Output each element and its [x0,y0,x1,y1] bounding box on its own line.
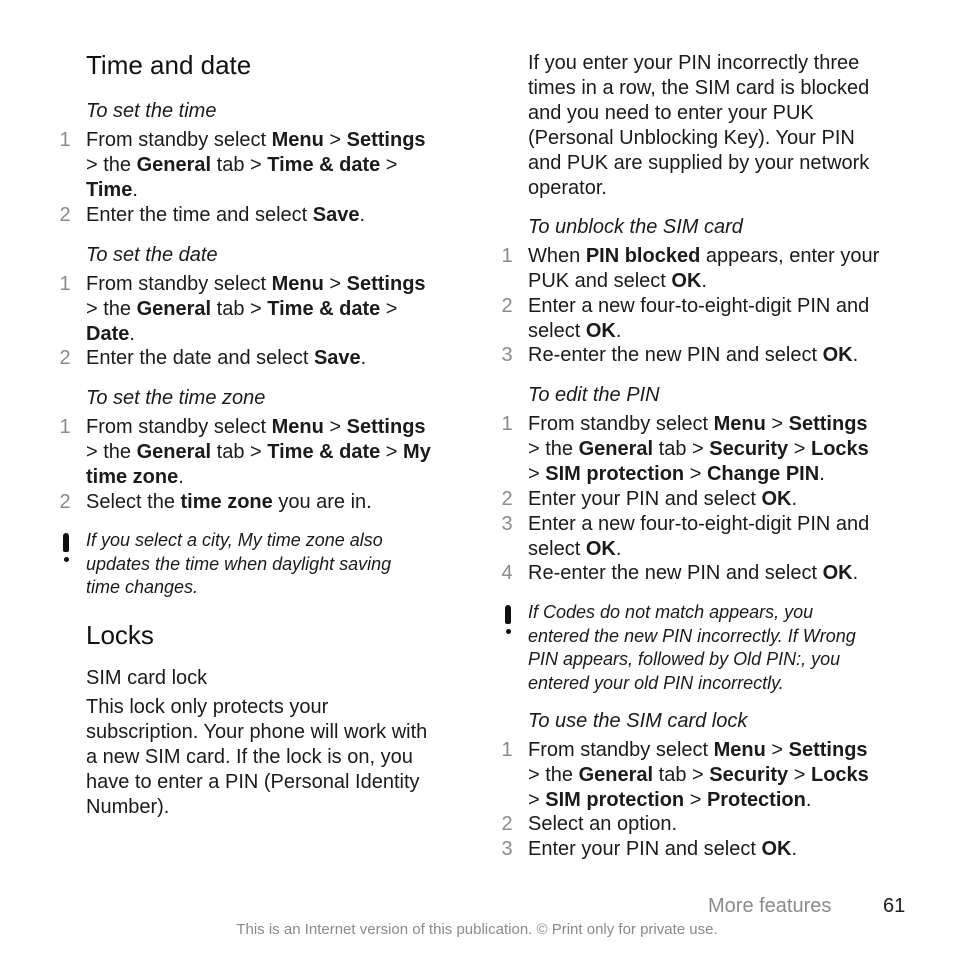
step-text [528,561,858,586]
note-line: entered your old PIN incorrectly. [528,672,784,693]
step-line: Time. [86,179,138,201]
step-text [528,812,677,837]
note-line: PIN appears, followed by Old PIN:, you [528,649,841,669]
note-text [528,601,856,695]
title-edit-pin: To edit the PIN [528,384,660,406]
title-set-time: To set the time [86,100,217,122]
step-number: 1 [501,245,513,267]
step-text [528,244,879,294]
footer-section-name: More features [708,895,832,917]
page-number: 61 [883,895,906,917]
note-line: If you select a city, My time zone also [86,530,383,550]
step-number: 1 [501,413,513,435]
step-line: Select an option. [528,813,677,835]
step-text [528,412,869,487]
step-line: > SIM protection > Protection. [528,789,812,811]
step-text [86,272,426,347]
heading-locks: Locks [86,620,154,650]
step-line: From standby select Menu > Settings [86,273,426,295]
title-use-sim-lock: To use the SIM card lock [528,710,748,732]
step-line: > the General tab > Time & date > [86,154,398,176]
step-line: > the General tab > Time & date > My [86,441,431,463]
step-line: select OK. [528,538,622,560]
step-text [528,294,869,344]
step-text [528,487,797,512]
step-number: 2 [501,488,513,510]
step-number: 1 [59,416,71,438]
step-number: 2 [59,347,71,369]
step-line: time zone. [86,466,184,488]
step-line: From standby select Menu > Settings [86,416,426,438]
step-number: 2 [501,295,513,317]
step-number: 3 [501,513,513,535]
step-text [528,512,869,562]
step-text [86,415,431,490]
note-line: entered the new PIN incorrectly. If Wrong [528,625,856,646]
step-line: Re-enter the new PIN and select OK. [528,344,859,366]
step-line: Date. [86,323,135,345]
step-number: 2 [59,204,71,226]
step-number: 2 [501,813,513,835]
note-line: updates the time when daylight saving [86,553,392,574]
title-set-date: To set the date [86,244,218,266]
step-line: From standby select Menu > Settings [86,129,426,151]
step-text [528,837,797,862]
step-line: Enter the time and select Save. [86,204,366,226]
step-line: Re-enter the new PIN and select OK. [528,562,859,584]
step-text [86,128,426,203]
warning-icon [62,533,70,567]
paragraph-puk: If you enter your PIN incorrectly three times in a row, the SIM card is blocked and you need to enter your PUK (Personal Unblocking Key). Your PIN and PUK are supplied by your network operator. [528,52,870,199]
step-text [528,738,869,813]
step-line: When PIN blocked appears, enter your [528,245,880,267]
step-number: 1 [59,273,71,295]
step-line: > the General tab > Time & date > [86,298,398,320]
step-line: > SIM protection > Change PIN. [528,463,825,485]
title-unblock-sim: To unblock the SIM card [528,216,743,238]
step-number: 1 [59,129,71,151]
step-line: > the General tab > Security > Locks [528,764,869,786]
step-line: From standby select Menu > Settings [528,739,868,761]
step-number: 3 [501,344,513,366]
heading-time-and-date: Time and date [86,50,252,80]
title-set-time-zone: To set the time zone [86,387,266,409]
paragraph-sim-lock-intro: This lock only protects your subscription. Your phone will work with a new SIM card. If the lock is on, you have to enter a PIN (Personal Identity Number). [86,696,428,818]
step-number: 3 [501,838,513,860]
step-line: PUK and select OK. [528,270,707,292]
note-line: time changes. [86,577,199,597]
step-line: Enter your PIN and select OK. [528,488,798,510]
step-text [86,490,372,515]
step-line: Enter a new four-to-eight-digit PIN and [528,295,870,317]
step-line: Select the time zone you are in. [86,491,372,513]
step-text [86,346,366,371]
step-text [86,203,365,228]
step-number: 2 [59,491,71,513]
step-number: 1 [501,739,513,761]
note-text [86,529,391,600]
step-line: Enter your PIN and select OK. [528,838,798,860]
subheading-sim-card-lock: SIM card lock [86,667,208,689]
step-line: From standby select Menu > Settings [528,413,868,435]
step-line: Enter a new four-to-eight-digit PIN and [528,513,870,535]
step-number: 4 [501,562,513,584]
copyright-notice: This is an Internet version of this publication. © Print only for private use. [236,921,718,938]
step-line: > the General tab > Security > Locks [528,438,869,460]
note-line: If Codes do not match appears, you [528,602,814,622]
warning-icon [504,605,512,639]
step-line: Enter the date and select Save. [86,347,367,369]
step-line: select OK. [528,320,622,342]
step-text [528,343,858,368]
